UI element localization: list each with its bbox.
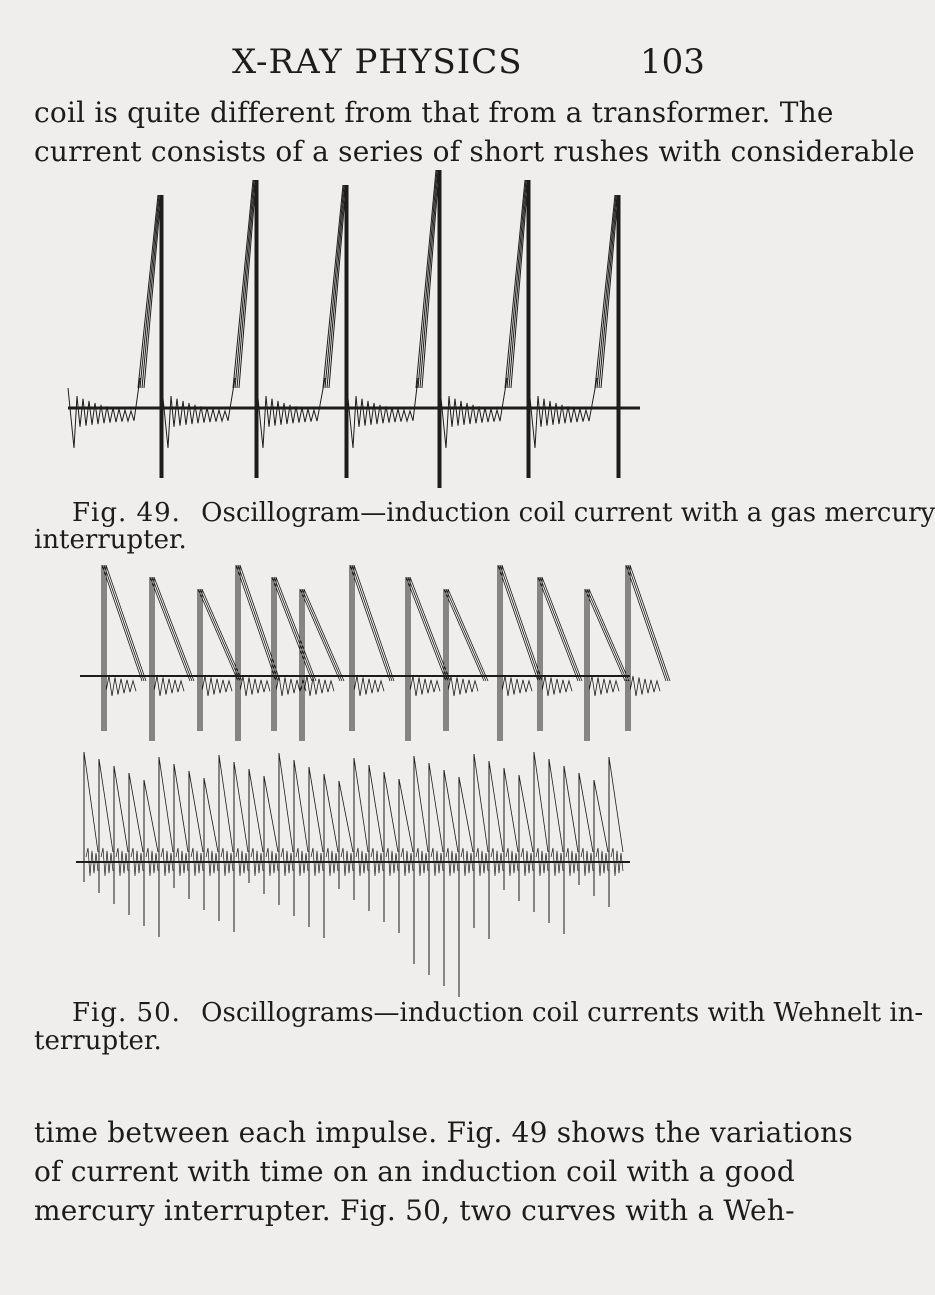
trace-segment <box>459 777 473 852</box>
trace-segment <box>279 753 293 852</box>
trace-segment <box>384 772 398 852</box>
trace-segment <box>189 771 203 852</box>
trace-segment <box>249 769 263 852</box>
trace-segment <box>99 759 113 852</box>
trace-segment <box>294 760 308 852</box>
running-head-title: X-RAY PHYSICS <box>232 42 523 82</box>
trace-segment <box>114 766 128 852</box>
figure-50-caption <box>34 998 923 1028</box>
trace-segment <box>309 767 323 852</box>
trace-segment <box>444 770 458 852</box>
trace-segment <box>354 758 368 852</box>
trace-segment <box>264 776 278 852</box>
trace-segment <box>234 762 248 852</box>
trace-segment <box>549 759 563 852</box>
trace-segment <box>129 773 143 852</box>
trace-segment <box>519 775 533 852</box>
trace-segment <box>84 752 98 852</box>
paragraph-bottom-line-3: mercury interrupter. Fig. 50, two curves with a Weh- <box>34 1194 795 1227</box>
trace-segment <box>219 755 233 852</box>
trace-segment <box>429 763 443 852</box>
figure-49-label: Fig. 49. <box>72 498 181 528</box>
trace-segment <box>504 768 518 852</box>
trace-segment <box>474 754 488 852</box>
page-number: 103 <box>640 42 705 82</box>
trace-segment <box>399 779 413 852</box>
figure-50-label: Fig. 50. <box>72 998 181 1028</box>
figure-50-caption-line-2: terrupter. <box>34 1026 162 1056</box>
trace-segment <box>534 752 548 852</box>
figure-49-caption-line-1: Oscillogram—induction coil current with a gas mercury <box>201 498 935 528</box>
figure-49-caption-line-2: interrupter. <box>34 525 187 555</box>
paragraph-bottom-line-1: time between each impulse. Fig. 49 shows the variations <box>34 1116 853 1149</box>
trace-segment <box>564 766 578 852</box>
paragraph-top-line-2: current consists of a series of short rushes with considerable <box>34 135 915 168</box>
trace-segment <box>489 761 503 852</box>
paragraph-bottom-line-2: of current with time on an induction coil with a good <box>34 1155 795 1188</box>
trace-segment <box>204 778 218 852</box>
trace-segment <box>144 780 158 852</box>
paragraph-top-line-1: coil is quite different from that from a transformer. The <box>34 96 834 129</box>
trace-segment <box>369 765 383 852</box>
trace-segment <box>174 764 188 852</box>
trace-segment <box>594 780 608 852</box>
trace-segment <box>609 757 623 852</box>
trace-segment <box>579 773 593 852</box>
trace-segment <box>414 756 428 852</box>
trace-segment <box>339 781 353 852</box>
trace-segment <box>324 774 338 852</box>
trace-segment <box>159 757 173 852</box>
figure-50-caption-line-1: Oscillograms—induction coil currents with Wehnelt in- <box>201 998 924 1028</box>
